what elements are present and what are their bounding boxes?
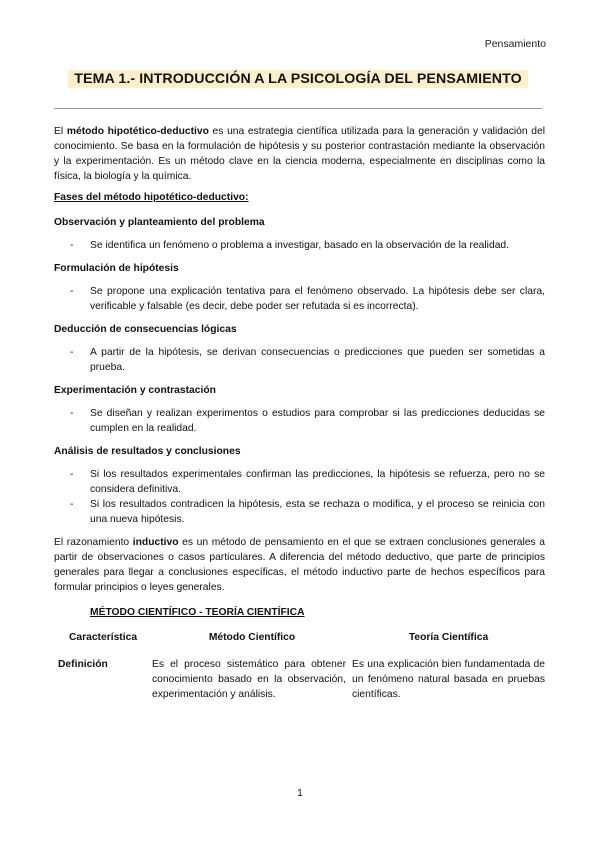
list-item: - Si los resultados experimentales confirman las predicciones, la hipótesis se refuerza, pero no se considera definitiva. [54,467,545,497]
phase-title: Formulación de hipótesis [54,263,179,274]
phase-title: Análisis de resultados y conclusiones [54,446,241,457]
theory-cell: Es una explicación bien fundamentada de un fenómeno natural basada en pruebas científicas. [352,659,545,700]
running-header: Pensamiento [484,38,546,50]
inductive-term: inductivo [132,537,179,548]
list-item: - Si los resultados contradicen la hipótesis, esta se rechaza o modifica, y el proceso se reinicia con una nueva hipótesis. [54,497,545,527]
table-header-row [54,630,545,657]
title-wrap [54,70,542,88]
column-header: Teoría Científica [408,632,489,643]
list-item: - Se diseñan y realizan experimentos o estudios para comprobar si las predicciones deducidas se cumplen en la realidad. [54,406,545,436]
column-header: Característica [68,632,138,643]
intro-paragraph: El método hipotético-deductivo es una estrategia científica utilizada para la generación y validación del conocimiento. Se basa en la formulación de hipótesis y su posterior contrastación mediante la observación y la experimentación. Es un método clave en la ciencia moderna, especialmente en disciplinas como la física, la biología y la química. [54,126,545,182]
phases-heading: Fases del método hipotético-deductivo: [54,192,249,203]
phase-list [54,406,545,436]
table-row [54,657,545,702]
list-item: - A partir de la hipótesis, se derivan consecuencias o predicciones que pueden ser sometidas a prueba. [54,345,545,375]
intro-term: método hipotético-deductivo [66,126,209,137]
title-divider [54,108,542,109]
phase-list [54,467,545,527]
page-title: TEMA 1.- INTRODUCCIÓN A LA PSICOLOGÍA DEL PENSAMIENTO [68,70,528,88]
page-number: 1 [297,788,303,799]
phase-list [54,238,545,253]
column-header: Método Científico [208,632,296,643]
inductive-paragraph: El razonamiento inductivo es un método de pensamiento en el que se extraen conclusiones generales a partir de observaciones o casos particulares. A diferencia del método deductivo, que parte de principios generales para llegar a conclusiones específicas, el método inductivo parte de hechos específicos para formular principios o leyes generales. [54,537,545,593]
comparison-table [54,630,545,702]
list-item: - Se propone una explicación tentativa para el fenómeno observado. La hipótesis debe ser clara, verificable y falsable (es decir, debe poder ser refutada si es incorrecta). [54,284,545,314]
phase-list [54,345,545,375]
phase-title: Observación y planteamiento del problema [54,217,265,228]
row-label: Definición [58,659,108,670]
list-item: - Se identifica un fenómeno o problema a investigar, basado en la observación de la realidad. [54,238,545,253]
phase-title: Deducción de consecuencias lógicas [54,324,237,335]
phase-title: Experimentación y contrastación [54,385,216,396]
method-cell: Es el proceso sistemático para obtener conocimiento basado en la observación, experimentación y análisis. [152,659,346,700]
comparison-title: MÉTODO CIENTÍFICO - TEORÍA CIENTÍFICA [90,607,305,618]
phase-list [54,284,545,314]
main-content [54,124,545,702]
